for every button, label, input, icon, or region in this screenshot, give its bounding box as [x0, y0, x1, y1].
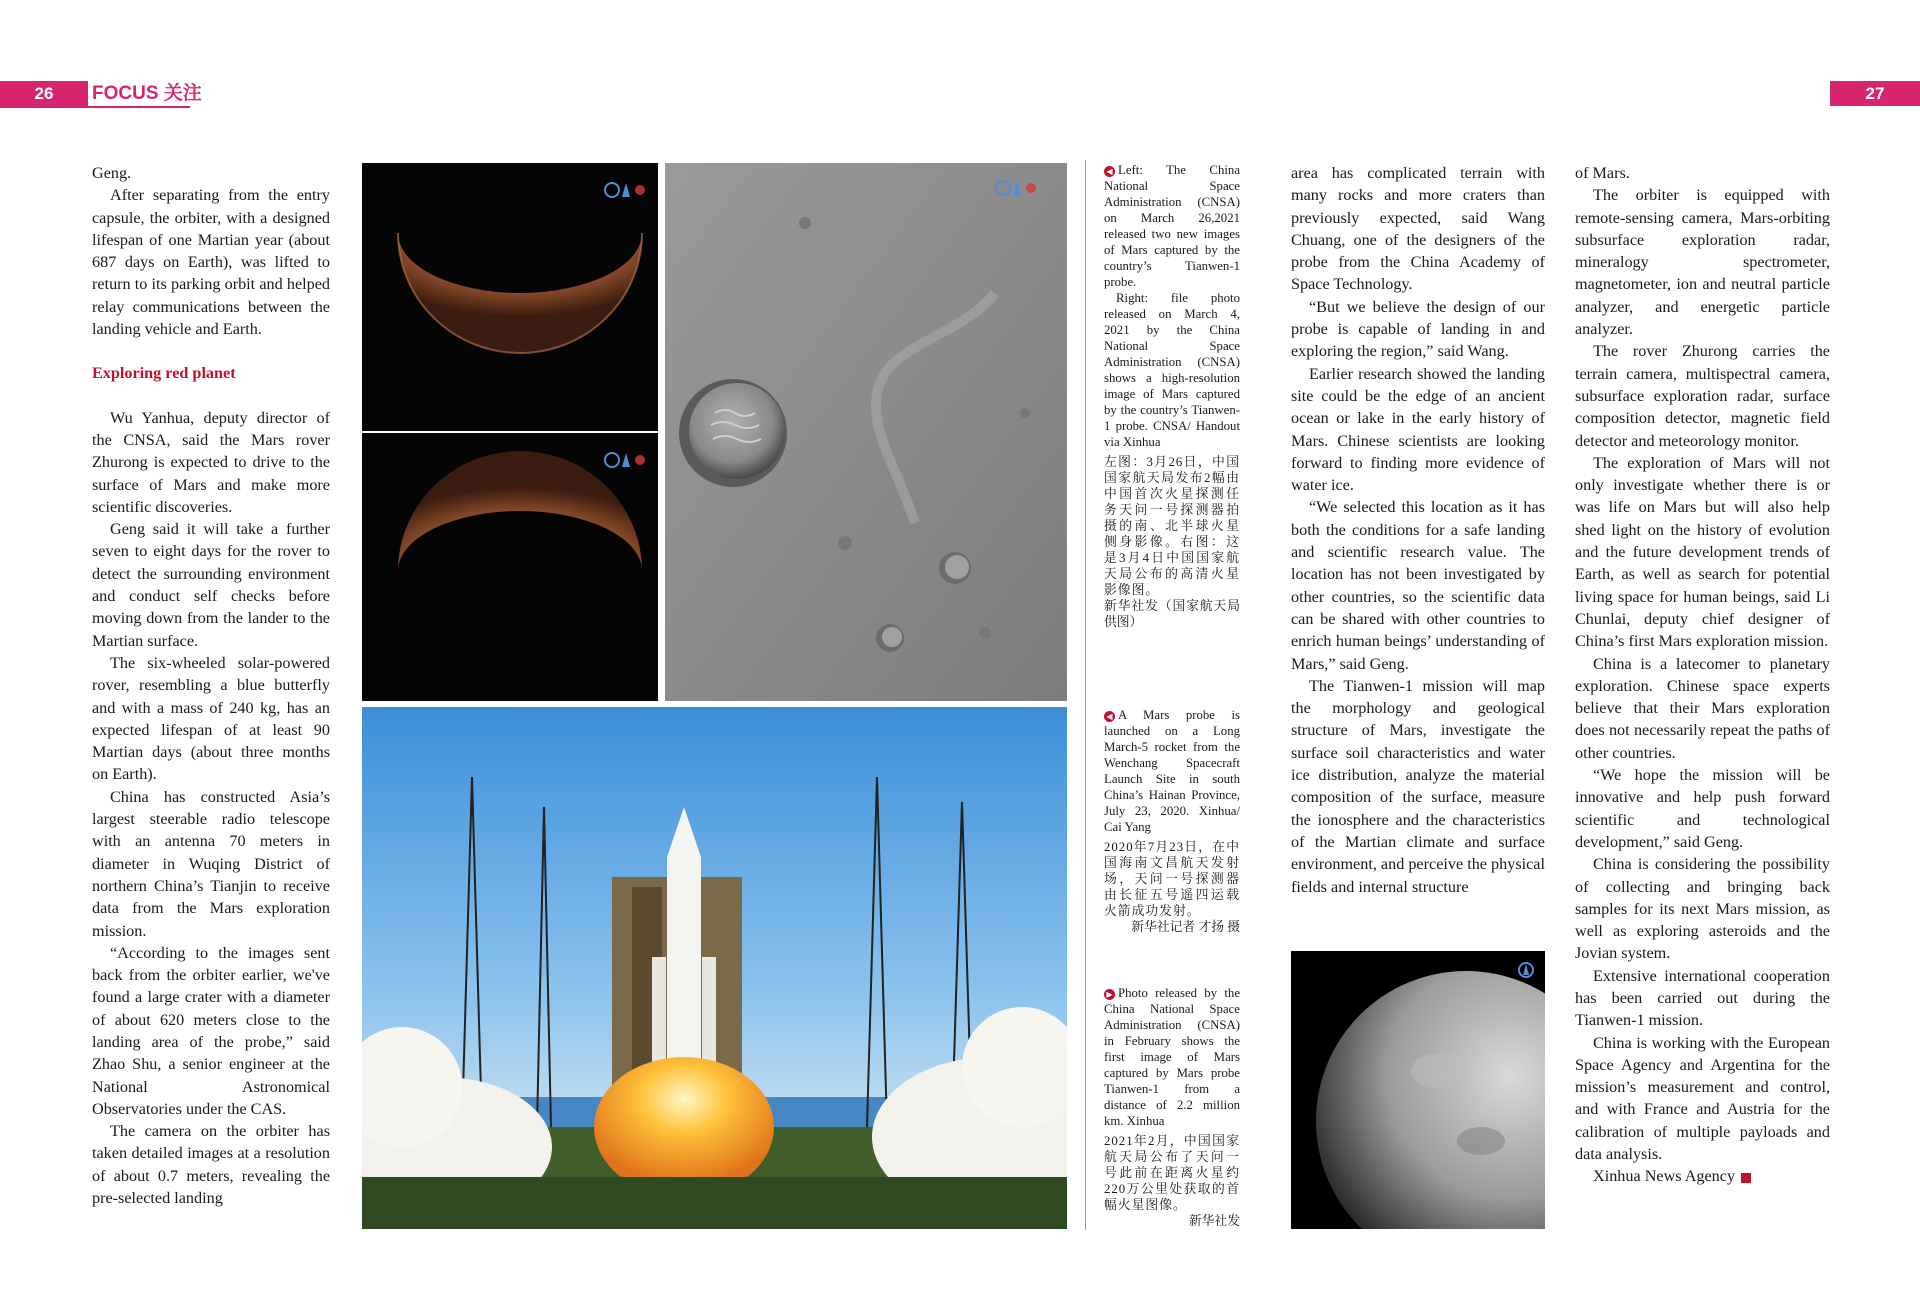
paragraph: of Mars.: [1575, 164, 1630, 182]
paragraph: China has constructed Asia’s largest steerable radio telescope with an antenna 70 meters in diameter in Wuqing District of northern China’s Tianjin to receive data from the Mars exploration mission.: [92, 787, 330, 940]
end-mark-icon: [1741, 1173, 1751, 1183]
caption-text: Right: file photo released on March 4, 2021 by the China National Space Administration (CNSA) shows a high-resolution image of Mars captured by the country’s Tianwen-1 probe. CNSA/ Handout via Xinhua: [1104, 291, 1240, 449]
caption-rocket-launch: [1104, 707, 1240, 935]
mars-first-image: [1291, 951, 1545, 1229]
cnsa-logo-icon: [604, 449, 648, 471]
paragraph: After separating from the entry capsule, the orbiter, with a designed lifespan of one Martian year (about 687 days on Earth), was lifted to return to its parking orbit and helped relay communications between the landing vehicle and Earth.: [92, 186, 330, 339]
caption-text: Left: The China National Space Administration (CNSA) on March 26,2021 released two new images of Mars captured by the country’s Tianwen-1 probe.: [1104, 163, 1240, 289]
left-page-number: 26: [0, 81, 88, 106]
cnsa-logo-icon: [1513, 959, 1539, 981]
caption-divider: [1085, 160, 1086, 1230]
caption-chinese: 左图：3月26日，中国国家航天局发布2幅由中国首次火星探测任务天问一号探测器拍摄的南、北半球火星侧身影像。右图：这是3月4日中国国家航天局公布的高清火星影像图。: [1104, 455, 1240, 597]
section-title: FOCUS 关注: [92, 83, 202, 104]
caption-arrow-icon: ◀: [1104, 166, 1115, 177]
paragraph: Wu Yanhua, deputy director of the CNSA, said the Mars rover Zhurong is expected to drive to the surface of Mars and make more scientific discoveries.: [92, 408, 330, 516]
paragraph: The camera on the orbiter has taken detailed images at a resolution of about 0.7 meters, revealing the pre-selected landing: [92, 1122, 330, 1208]
caption-mars-images: [1104, 162, 1240, 630]
mars-south-image: [362, 433, 658, 701]
article-column-4: [1575, 162, 1830, 1188]
paragraph: “We hope the mission will be innovative and help push forward scientific and technological development,” said Geng.: [1575, 766, 1830, 851]
paragraph: Geng said it will take a further seven to eight days for the rover to detect the surrounding environment and conduct self checks before moving down from the lander to the Martian surface.: [92, 520, 330, 650]
paragraph: China is working with the European Space Agency and Argentina for the mission’s measurement and control, and with France and Austria for the calibration of multiple payloads and data analysis.: [1575, 1033, 1830, 1164]
paragraph: area has complicated terrain with many rocks and more craters than previously expected, said Wang Chuang, one of the designers of the probe from the China Academy of Space Technology.: [1291, 164, 1545, 294]
paragraph: The six-wheeled solar-powered rover, resembling a blue butterfly and with a mass of 240 kg, has an expected lifespan of at least 90 Martian days (about three months on Earth).: [92, 653, 330, 784]
article-column-1: [92, 162, 330, 1209]
header-rule: [0, 106, 190, 108]
caption-text: A Mars probe is launched on a Long March-5 rocket from the Wenchang Spacecraft Launch Site in south China’s Hainan Province, July 23, 2020. Xinhua/ Cai Yang: [1104, 708, 1240, 834]
section-subhead: Exploring red planet: [92, 364, 236, 383]
article-column-3: [1291, 162, 1545, 898]
paragraph: The Tianwen-1 mission will map the morphology and geological structure of Mars, investigate the surface soil characteristics and water ice distribution, analyze the material composition of the surface, measure the ionosphere and the characteristics of the Martian climate and surface environment, and perceive the physical fields and internal structure: [1291, 676, 1545, 896]
cnsa-logo-icon: [604, 179, 648, 201]
paragraph: “According to the images sent back from the orbiter earlier, we've found a large crater with a diameter of about 620 meters close to the landing area of the probe,” said Zhao Shu, a senior engineer at the National Astronomical Observatories under the CAS.: [92, 943, 330, 1118]
cnsa-logo-icon: [995, 177, 1039, 199]
caption-credit: 新华社记者 才扬 摄: [1131, 920, 1240, 934]
caption-chinese: 2020年7月23日，在中国海南文昌航天发射场，天问一号探测器由长征五号遥四运载火箭成功发射。: [1104, 840, 1240, 918]
paragraph: The exploration of Mars will not only investigate whether there is or was life on Mars but will also help shed light on the history of evolution and the future development trends of Earth, as well as search for potential living space for human beings, said Li Chunlai, deputy chief designer of China’s first Mars exploration mission.: [1575, 453, 1830, 651]
caption-arrow-icon: ▶: [1104, 989, 1115, 1000]
byline: [1575, 1165, 1830, 1187]
rocket-launch-image: [362, 707, 1067, 1229]
paragraph: The rover Zhurong carries the terrain camera, multispectral camera, subsurface exploration radar, surface composition detector, magnetic field detector and meteorology monitor.: [1575, 342, 1830, 450]
caption-credit: 新华社发: [1188, 1214, 1240, 1228]
paragraph: “But we believe the design of our probe is capable of landing in and exploring the region,” said Wang.: [1291, 297, 1545, 361]
caption-credit: 新华社发（国家航天局供图）: [1104, 599, 1240, 629]
paragraph: China is considering the possibility of collecting and bringing back samples for its next Mars mission, as well as exploring asteroids and the Jovian system.: [1575, 855, 1830, 963]
paragraph: China is a latecomer to planetary exploration. Chinese space experts believe that their Mars exploration does not necessarily repeat the paths of other countries.: [1575, 654, 1830, 762]
caption-mars-first-image: [1104, 985, 1240, 1229]
caption-text: Photo released by the China National Space Administration (CNSA) in February shows the first image of Mars captured by Mars probe Tianwen-1 from a distance of 2.2 million km. Xinhua: [1104, 986, 1240, 1128]
paragraph: Geng.: [92, 164, 132, 182]
mars-north-image: [362, 163, 658, 431]
caption-arrow-icon: ◀: [1104, 711, 1115, 722]
mars-surface-crater-image: [665, 163, 1067, 701]
byline-text: Xinhua News Agency: [1593, 1167, 1736, 1186]
paragraph: Extensive international cooperation has been carried out during the Tianwen-1 mission.: [1575, 966, 1830, 1030]
caption-chinese: 2021年2月，中国国家航天局公布了天问一号此前在距离火星约220万公里处获取的首幅火星图像。: [1104, 1134, 1240, 1212]
paragraph: Earlier research showed the landing site could be the edge of an ancient ocean or lake in the early history of Mars. Chinese scientists are looking forward to finding more evidence of water ice.: [1291, 364, 1545, 495]
paragraph: “We selected this location as it has both the conditions for a safe landing and scientific research value. The location has not been investigated by other countries, so the scientific data can be shared with other countries to enrich human beings’ understanding of Mars,” said Geng.: [1291, 498, 1545, 673]
right-page-number: 27: [1830, 81, 1920, 106]
paragraph: The orbiter is equipped with remote-sensing camera, Mars-orbiting subsurface exploration radar, mineralogy spectrometer, magnetometer, ion and neutral particle analyzer, and energetic particle analyzer.: [1575, 186, 1830, 339]
